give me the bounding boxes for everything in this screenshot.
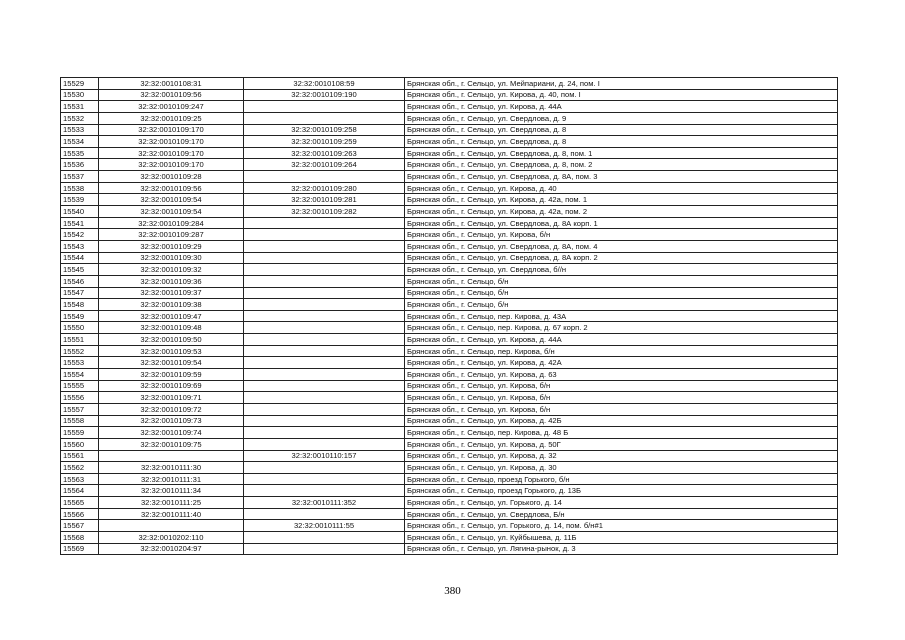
address-cell: Брянская обл., г. Сельцо, ул. Кирова, б/н [405,403,838,415]
room-cadastral-cell: 32:32:0010108:59 [244,78,405,90]
cadastral-number-cell: 32:32:0010109:36 [99,275,244,287]
table-row [61,462,838,474]
address-cell: Брянская обл., г. Сельцо, ул. Свердлова, д. 8А корп. 1 [405,217,838,229]
row-number-cell: 15542 [61,229,99,241]
table-row [61,427,838,439]
row-number-cell: 15529 [61,78,99,90]
table-row [61,89,838,101]
row-number-cell: 15550 [61,322,99,334]
address-cell: Брянская обл., г. Сельцо, пер. Кирова, д. 43А [405,310,838,322]
table-row [61,438,838,450]
cadastral-number-cell: 32:32:0010111:31 [99,473,244,485]
room-cadastral-cell [244,427,405,439]
address-cell: Брянская обл., г. Сельцо, ул. Кирова, д. 63 [405,369,838,381]
address-cell: Брянская обл., г. Сельцо, ул. Кирова, д. 42а, пом. 2 [405,206,838,218]
row-number-cell: 15536 [61,159,99,171]
table-row [61,101,838,113]
row-number-cell: 15538 [61,182,99,194]
row-number-cell: 15532 [61,112,99,124]
row-number-cell: 15561 [61,450,99,462]
cadastral-number-cell [99,520,244,532]
cadastral-number-cell: 32:32:0010109:287 [99,229,244,241]
room-cadastral-cell: 32:32:0010111:55 [244,520,405,532]
address-cell: Брянская обл., г. Сельцо, ул. Кирова, д. 44А [405,334,838,346]
cadastral-number-cell: 32:32:0010109:54 [99,194,244,206]
table-row [61,252,838,264]
cadastral-number-cell: 32:32:0010109:284 [99,217,244,229]
table-row [61,403,838,415]
table-row [61,322,838,334]
cadastral-number-cell: 32:32:0010109:72 [99,403,244,415]
room-cadastral-cell [244,112,405,124]
table-row [61,520,838,532]
cadastral-number-cell: 32:32:0010111:25 [99,497,244,509]
room-cadastral-cell: 32:32:0010109:282 [244,206,405,218]
cadastral-number-cell: 32:32:0010109:59 [99,369,244,381]
cadastral-number-cell: 32:32:0010109:170 [99,159,244,171]
address-cell: Брянская обл., г. Сельцо, ул. Кирова, д. 30 [405,462,838,474]
table-row [61,194,838,206]
address-cell: Брянская обл., г. Сельцо, пер. Кирова, б/н [405,345,838,357]
table-row [61,264,838,276]
address-cell: Брянская обл., г. Сельцо, ул. Свердлова, д. 8 [405,136,838,148]
room-cadastral-cell [244,438,405,450]
table-row [61,124,838,136]
table-row [61,229,838,241]
table-row [61,112,838,124]
cadastral-number-cell: 32:32:0010109:48 [99,322,244,334]
room-cadastral-cell: 32:32:0010110:157 [244,450,405,462]
table-row [61,78,838,90]
cadastral-number-cell: 32:32:0010109:56 [99,182,244,194]
cadastral-number-cell: 32:32:0010202:110 [99,531,244,543]
table-row [61,240,838,252]
room-cadastral-cell [244,217,405,229]
address-cell: Брянская обл., г. Сельцо, ул. Свердлова, д. 8, пом. 1 [405,147,838,159]
room-cadastral-cell: 32:32:0010109:259 [244,136,405,148]
table-row [61,473,838,485]
row-number-cell: 15531 [61,101,99,113]
table-row [61,392,838,404]
cadastral-number-cell: 32:32:0010109:38 [99,299,244,311]
row-number-cell: 15565 [61,497,99,509]
row-number-cell: 15568 [61,531,99,543]
address-cell: Брянская обл., г. Сельцо, пер. Кирова, д. 67 корп. 2 [405,322,838,334]
address-cell: Брянская обл., г. Сельцо, ул. Свердлова, д. 8, пом. 2 [405,159,838,171]
row-number-cell: 15548 [61,299,99,311]
address-cell: Брянская обл., г. Сельцо, ул. Кирова, б/н [405,392,838,404]
table-row [61,450,838,462]
cadastral-number-cell: 32:32:0010109:30 [99,252,244,264]
row-number-cell: 15562 [61,462,99,474]
room-cadastral-cell [244,334,405,346]
cadastral-number-cell: 32:32:0010109:32 [99,264,244,276]
cadastral-number-cell: 32:32:0010109:247 [99,101,244,113]
cadastral-number-cell: 32:32:0010109:170 [99,147,244,159]
room-cadastral-cell [244,229,405,241]
cadastral-number-cell: 32:32:0010109:47 [99,310,244,322]
row-number-cell: 15560 [61,438,99,450]
row-number-cell: 15552 [61,345,99,357]
cadastral-number-cell: 32:32:0010111:34 [99,485,244,497]
table-row [61,275,838,287]
cadastral-number-cell: 32:32:0010109:54 [99,206,244,218]
table-row [61,334,838,346]
address-cell: Брянская обл., г. Сельцо, проезд Горького, д. 13Б [405,485,838,497]
room-cadastral-cell [244,415,405,427]
room-cadastral-cell: 32:32:0010111:352 [244,497,405,509]
room-cadastral-cell [244,275,405,287]
row-number-cell: 15558 [61,415,99,427]
row-number-cell: 15549 [61,310,99,322]
address-cell: Брянская обл., г. Сельцо, ул. Свердлова, д. 8А, пом. 4 [405,240,838,252]
address-cell: Брянская обл., г. Сельцо, ул. Свердлова, Б/н [405,508,838,520]
room-cadastral-cell [244,299,405,311]
address-cell: Брянская обл., г. Сельцо, ул. Кирова, б/н [405,229,838,241]
room-cadastral-cell [244,485,405,497]
room-cadastral-cell [244,543,405,555]
address-cell: Брянская обл., г. Сельцо, ул. Кирова, д. 40 [405,182,838,194]
cadastral-number-cell: 32:32:0010109:56 [99,89,244,101]
table-row [61,345,838,357]
cadastral-number-cell: 32:32:0010109:75 [99,438,244,450]
row-number-cell: 15544 [61,252,99,264]
row-number-cell: 15534 [61,136,99,148]
address-cell: Брянская обл., г. Сельцо, ул. Горького, д. 14, пом. б/н#1 [405,520,838,532]
room-cadastral-cell [244,462,405,474]
row-number-cell: 15551 [61,334,99,346]
address-cell: Брянская обл., г. Сельцо, ул. Кирова, д. 42А [405,357,838,369]
cadastral-number-cell: 32:32:0010109:71 [99,392,244,404]
address-cell: Брянская обл., г. Сельцо, ул. Свердлова, д. 8А, пом. 3 [405,171,838,183]
row-number-cell: 15540 [61,206,99,218]
cadastral-number-cell: 32:32:0010109:53 [99,345,244,357]
address-cell: Брянская обл., г. Сельцо, пер. Кирова, д. 48 Б [405,427,838,439]
room-cadastral-cell [244,310,405,322]
room-cadastral-cell [244,531,405,543]
address-cell: Брянская обл., г. Сельцо, б/н [405,299,838,311]
cadastral-number-cell: 32:32:0010109:170 [99,136,244,148]
table-row [61,380,838,392]
table-row [61,369,838,381]
address-cell: Брянская обл., г. Сельцо, ул. Свердлова, д. 9 [405,112,838,124]
room-cadastral-cell: 32:32:0010109:281 [244,194,405,206]
row-number-cell: 15539 [61,194,99,206]
table-row [61,310,838,322]
cadastral-number-cell: 32:32:0010109:69 [99,380,244,392]
address-cell: Брянская обл., г. Сельцо, ул. Куйбышева, д. 11Б [405,531,838,543]
cadastral-number-cell: 32:32:0010108:31 [99,78,244,90]
row-number-cell: 15563 [61,473,99,485]
address-cell: Брянская обл., г. Сельцо, ул. Мейпариани, д. 24, пом. I [405,78,838,90]
row-number-cell: 15541 [61,217,99,229]
page-number: 380 [444,585,461,597]
table-row [61,508,838,520]
cadastral-number-cell: 32:32:0010109:37 [99,287,244,299]
room-cadastral-cell [244,264,405,276]
address-cell: Брянская обл., г. Сельцо, ул. Горького, д. 14 [405,497,838,509]
table-row [61,206,838,218]
table-row [61,531,838,543]
row-number-cell: 15535 [61,147,99,159]
room-cadastral-cell [244,287,405,299]
row-number-cell: 15567 [61,520,99,532]
table-row [61,159,838,171]
room-cadastral-cell [244,392,405,404]
cadastral-number-cell: 32:32:0010109:25 [99,112,244,124]
room-cadastral-cell [244,403,405,415]
address-cell: Брянская обл., г. Сельцо, проезд Горького, б/н [405,473,838,485]
address-cell: Брянская обл., г. Сельцо, б/н [405,287,838,299]
cadastral-number-cell: 32:32:0010109:29 [99,240,244,252]
table-row [61,287,838,299]
cadastral-number-cell: 32:32:0010109:28 [99,171,244,183]
address-cell: Брянская обл., г. Сельцо, ул. Кирова, д. 32 [405,450,838,462]
room-cadastral-cell: 32:32:0010109:263 [244,147,405,159]
room-cadastral-cell [244,252,405,264]
room-cadastral-cell [244,240,405,252]
cadastral-number-cell: 32:32:0010109:170 [99,124,244,136]
table-row [61,497,838,509]
row-number-cell: 15569 [61,543,99,555]
room-cadastral-cell: 32:32:0010109:258 [244,124,405,136]
room-cadastral-cell [244,508,405,520]
cadastral-number-cell: 32:32:0010109:73 [99,415,244,427]
registry-table-body [61,78,838,555]
row-number-cell: 15533 [61,124,99,136]
table-row [61,171,838,183]
address-cell: Брянская обл., г. Сельцо, ул. Свердлова, д. 8 [405,124,838,136]
row-number-cell: 15546 [61,275,99,287]
address-cell: Брянская обл., г. Сельцо, ул. Кирова, д. 44А [405,101,838,113]
cadastral-number-cell: 32:32:0010109:74 [99,427,244,439]
room-cadastral-cell: 32:32:0010109:190 [244,89,405,101]
row-number-cell: 15557 [61,403,99,415]
table-row [61,136,838,148]
room-cadastral-cell [244,369,405,381]
row-number-cell: 15545 [61,264,99,276]
address-cell: Брянская обл., г. Сельцо, ул. Кирова, д. 40, пом. I [405,89,838,101]
room-cadastral-cell [244,380,405,392]
room-cadastral-cell [244,322,405,334]
table-row [61,543,838,555]
cadastral-number-cell: 32:32:0010109:54 [99,357,244,369]
row-number-cell: 15564 [61,485,99,497]
room-cadastral-cell: 32:32:0010109:280 [244,182,405,194]
row-number-cell: 15566 [61,508,99,520]
room-cadastral-cell: 32:32:0010109:264 [244,159,405,171]
row-number-cell: 15554 [61,369,99,381]
row-number-cell: 15555 [61,380,99,392]
room-cadastral-cell [244,357,405,369]
room-cadastral-cell [244,101,405,113]
registry-table [60,77,838,555]
table-row [61,217,838,229]
cadastral-number-cell: 32:32:0010111:30 [99,462,244,474]
table-row [61,299,838,311]
address-cell: Брянская обл., г. Сельцо, ул. Кирова, д. 42а, пом. 1 [405,194,838,206]
address-cell: Брянская обл., г. Сельцо, ул. Лягина-рынок, д. 3 [405,543,838,555]
row-number-cell: 15553 [61,357,99,369]
table-row [61,485,838,497]
address-cell: Брянская обл., г. Сельцо, ул. Кирова, д. 42Б [405,415,838,427]
address-cell: Брянская обл., г. Сельцо, ул. Кирова, б/н [405,380,838,392]
row-number-cell: 15556 [61,392,99,404]
table-row [61,182,838,194]
address-cell: Брянская обл., г. Сельцо, ул. Кирова, д. 50Г [405,438,838,450]
cadastral-number-cell [99,450,244,462]
cadastral-number-cell: 32:32:0010111:40 [99,508,244,520]
cadastral-number-cell: 32:32:0010109:50 [99,334,244,346]
room-cadastral-cell [244,473,405,485]
room-cadastral-cell [244,171,405,183]
table-row [61,415,838,427]
row-number-cell: 15559 [61,427,99,439]
row-number-cell: 15547 [61,287,99,299]
address-cell: Брянская обл., г. Сельцо, б/н [405,275,838,287]
row-number-cell: 15543 [61,240,99,252]
cadastral-number-cell: 32:32:0010204:97 [99,543,244,555]
address-cell: Брянская обл., г. Сельцо, ул. Свердлова, д. 8А корп. 2 [405,252,838,264]
table-row [61,357,838,369]
row-number-cell: 15530 [61,89,99,101]
table-row [61,147,838,159]
room-cadastral-cell [244,345,405,357]
row-number-cell: 15537 [61,171,99,183]
address-cell: Брянская обл., г. Сельцо, ул. Свердлова, б//н [405,264,838,276]
